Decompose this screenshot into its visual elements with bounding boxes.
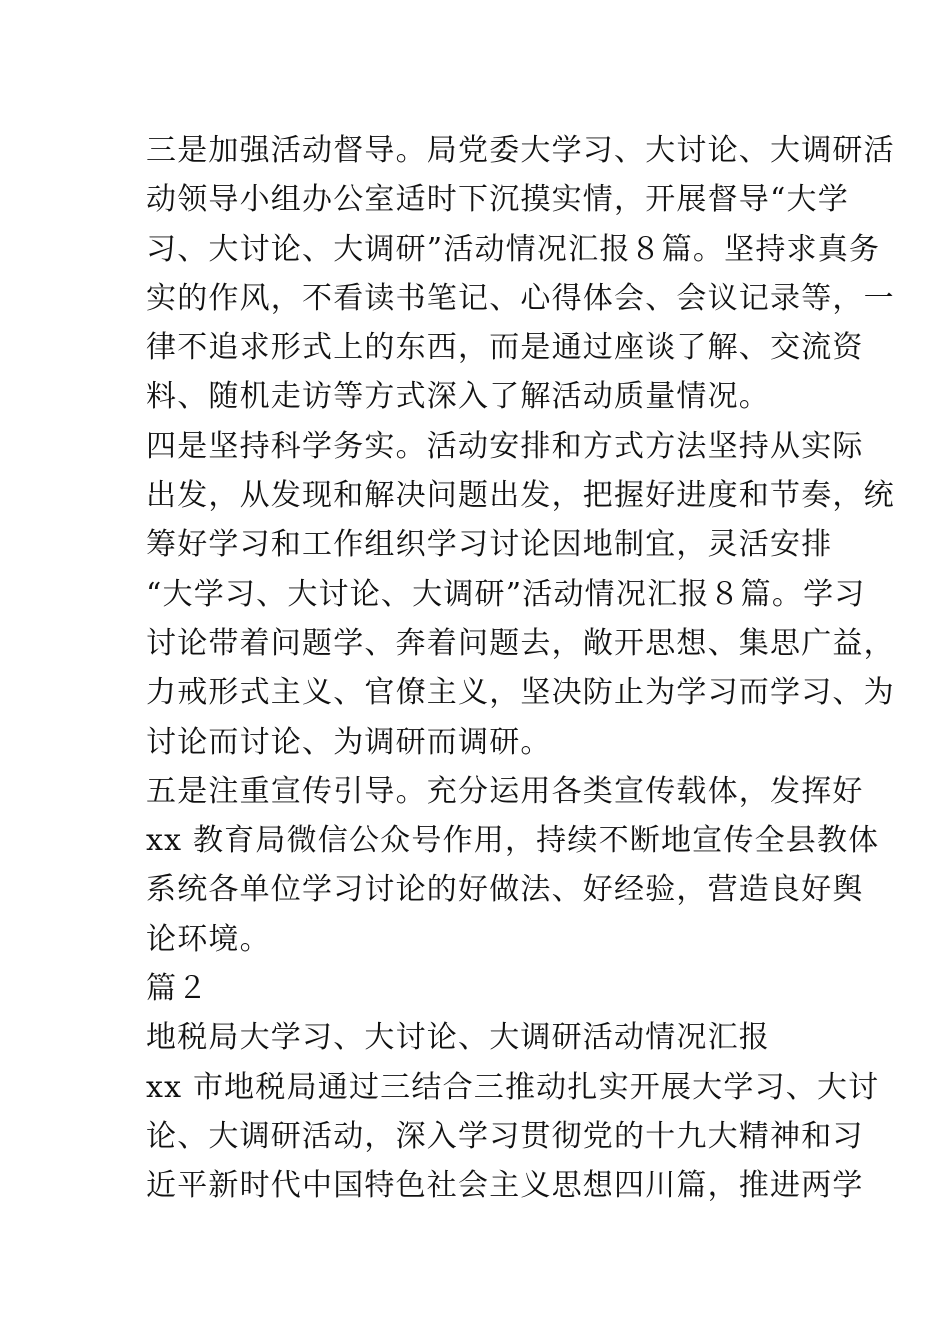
document-body — [146, 126, 895, 1211]
text-line: 五是注重宣传引导。充分运用各类宣传载体，发挥好 — [146, 773, 864, 809]
text-line: 力戒形式主义、官僚主义，坚决防止为学习而学习、为 — [146, 675, 895, 711]
section-number: 篇２ — [146, 971, 209, 1007]
text-line: 论、大调研活动，深入学习贯彻党的十九大精神和习 — [146, 1118, 864, 1154]
paragraph-pragmatism — [146, 422, 895, 767]
text-line: 动领导小组办公室适时下沉摸实情，开展督导“大学 — [146, 182, 849, 218]
paragraph-article-body — [146, 1063, 880, 1211]
paragraph-publicity — [146, 767, 880, 964]
text-line: “大学习、大讨论、大调研”活动情况汇报８篇。学习 — [146, 576, 866, 612]
text-line: 讨论带着问题学、奔着问题去，敞开思想、集思广益， — [146, 625, 895, 661]
text-line: 律不追求形式上的东西，而是通过座谈了解、交流资 — [146, 330, 864, 366]
text-line: 料、随机走访等方式深入了解活动质量情况。 — [146, 379, 770, 415]
text-line: 出发，从发现和解决问题出发，把握好进度和节奏，统 — [146, 478, 895, 514]
text-line: 实的作风，不看读书笔记、心得体会、会议记录等，一 — [146, 280, 895, 316]
text-line: 论环境。 — [146, 921, 271, 957]
section-label — [146, 964, 810, 1013]
text-line: xx 市地税局通过三结合三推动扎实开展大学习、大讨 — [146, 1069, 880, 1105]
title-text: 地税局大学习、大讨论、大调研活动情况汇报 — [146, 1020, 770, 1056]
text-line: 讨论而讨论、为调研而调研。 — [146, 724, 552, 760]
text-line: 习、大讨论、大调研”活动情况汇报８篇。坚持求真务 — [146, 231, 881, 267]
text-line: 近平新时代中国特色社会主义思想四川篇，推进两学 — [146, 1168, 864, 1204]
paragraph-supervision — [146, 126, 895, 422]
text-line: xx 教育局微信公众号作用，持续不断地宣传全县教体 — [146, 823, 880, 859]
text-line: 三是加强活动督导。局党委大学习、大讨论、大调研活 — [146, 133, 895, 168]
text-line: 系统各单位学习讨论的好做法、好经验，营造良好舆 — [146, 872, 864, 908]
text-line: 筹好学习和工作组织学习讨论因地制宜，灵活安排 — [146, 527, 833, 563]
article-title — [146, 1013, 810, 1062]
text-line: 四是坚持科学务实。活动安排和方式方法坚持从实际 — [146, 428, 864, 464]
